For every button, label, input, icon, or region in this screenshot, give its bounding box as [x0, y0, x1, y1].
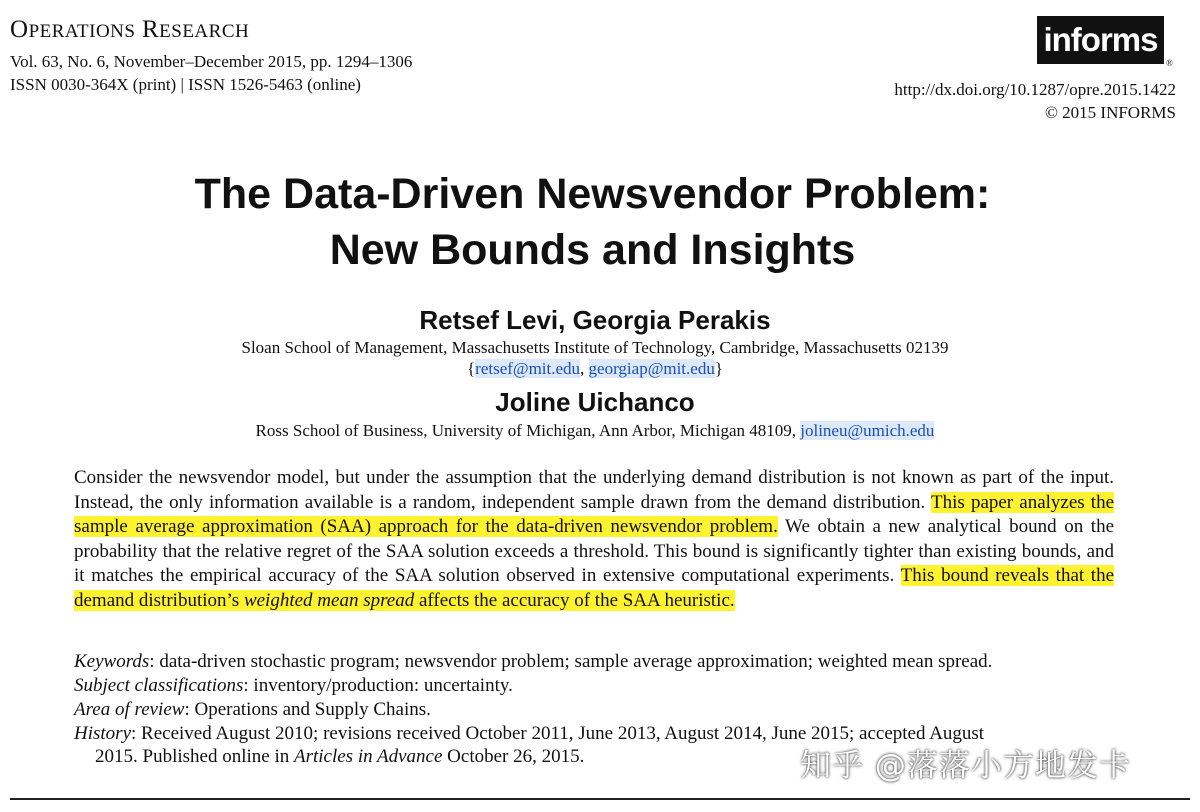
- area-of-review: Area of review: Operations and Supply Chains.: [74, 699, 431, 720]
- keywords: Keywords: data-driven stochastic program; newsvendor problem; sample average approximation; weighted mean spread.: [74, 651, 993, 672]
- paper-title-line2: New Bounds and Insights: [329, 226, 856, 274]
- volume-info: Vol. 63, No. 6, November–December 2015, pp. 1294–1306: [10, 52, 413, 71]
- affiliation2: Ross School of Business, University of Michigan, Ann Arbor, Michigan 48109, jolineu@umich.edu: [255, 421, 935, 440]
- zhihu-watermark: 知乎 @落落小方地发卡: [800, 748, 1131, 784]
- highlight-saa-approach: This paper analyzes the sample average approximation (SAA) approach for the data-driven newsvendor problem.: [74, 491, 1114, 537]
- issn-info: ISSN 0030-364X (print) | ISSN 1526-5463 (online): [10, 75, 361, 94]
- email-link-retsef[interactable]: retsef@mit.edu: [475, 359, 581, 378]
- authors-group2: Joline Uichanco: [495, 387, 695, 417]
- paper-title-line1: The Data-Driven Newsvendor Problem:: [194, 170, 991, 218]
- subject-classifications: Subject classifications: inventory/production: uncertainty.: [74, 675, 513, 696]
- journal-name: OPERATIONS RESEARCH: [10, 16, 250, 43]
- doi-link[interactable]: http://dx.doi.org/10.1287/opre.2015.1422: [894, 80, 1176, 99]
- abstract: Consider the newsvendor model, but under the assumption that the underlying demand distribution is not known as part of the input. Instead, the only information available is a random, independent sample drawn from the demand distribution. This paper analyzes the sample average approximation (SAA) approach for the data-driven newsvendor problem. We obtain a new analytical bound on the probability that the relative regret of the SAA solution exceeds a threshold. This bound is significantly tighter than existing bounds, and it matches the empirical accuracy of the SAA solution observed in extensive computational experiments. This bound reveals that the demand distribution’s weighted mean spread affects the accuracy of the SAA heuristic.: [74, 467, 1115, 611]
- registered-mark: ®: [1166, 58, 1173, 68]
- informs-logo: informs: [1037, 16, 1164, 64]
- authors-group1: Retsef Levi, Georgia Perakis: [419, 305, 771, 335]
- email-link-jolineu[interactable]: jolineu@umich.edu: [800, 421, 935, 440]
- affiliation1: Sloan School of Management, Massachusetts Institute of Technology, Cambridge, Massachusetts 02139: [241, 338, 949, 357]
- history-continued: 2015. Published online in Articles in Advance October 26, 2015.: [95, 746, 585, 767]
- history: History: Received August 2010; revisions received October 2011, June 2013, August 2014, June 2015; accepted August: [74, 723, 985, 744]
- bottom-rule: [10, 798, 1190, 800]
- highlight-bound-reveals: This bound reveals that the demand distribution’s weighted mean spread affects the accuracy of the SAA heuristic.: [74, 565, 1115, 611]
- copyright: © 2015 INFORMS: [1045, 103, 1176, 122]
- email-link-georgiap[interactable]: georgiap@mit.edu: [588, 359, 715, 378]
- emails-group1: {retsef@mit.edu, georgiap@mit.edu}: [466, 359, 723, 378]
